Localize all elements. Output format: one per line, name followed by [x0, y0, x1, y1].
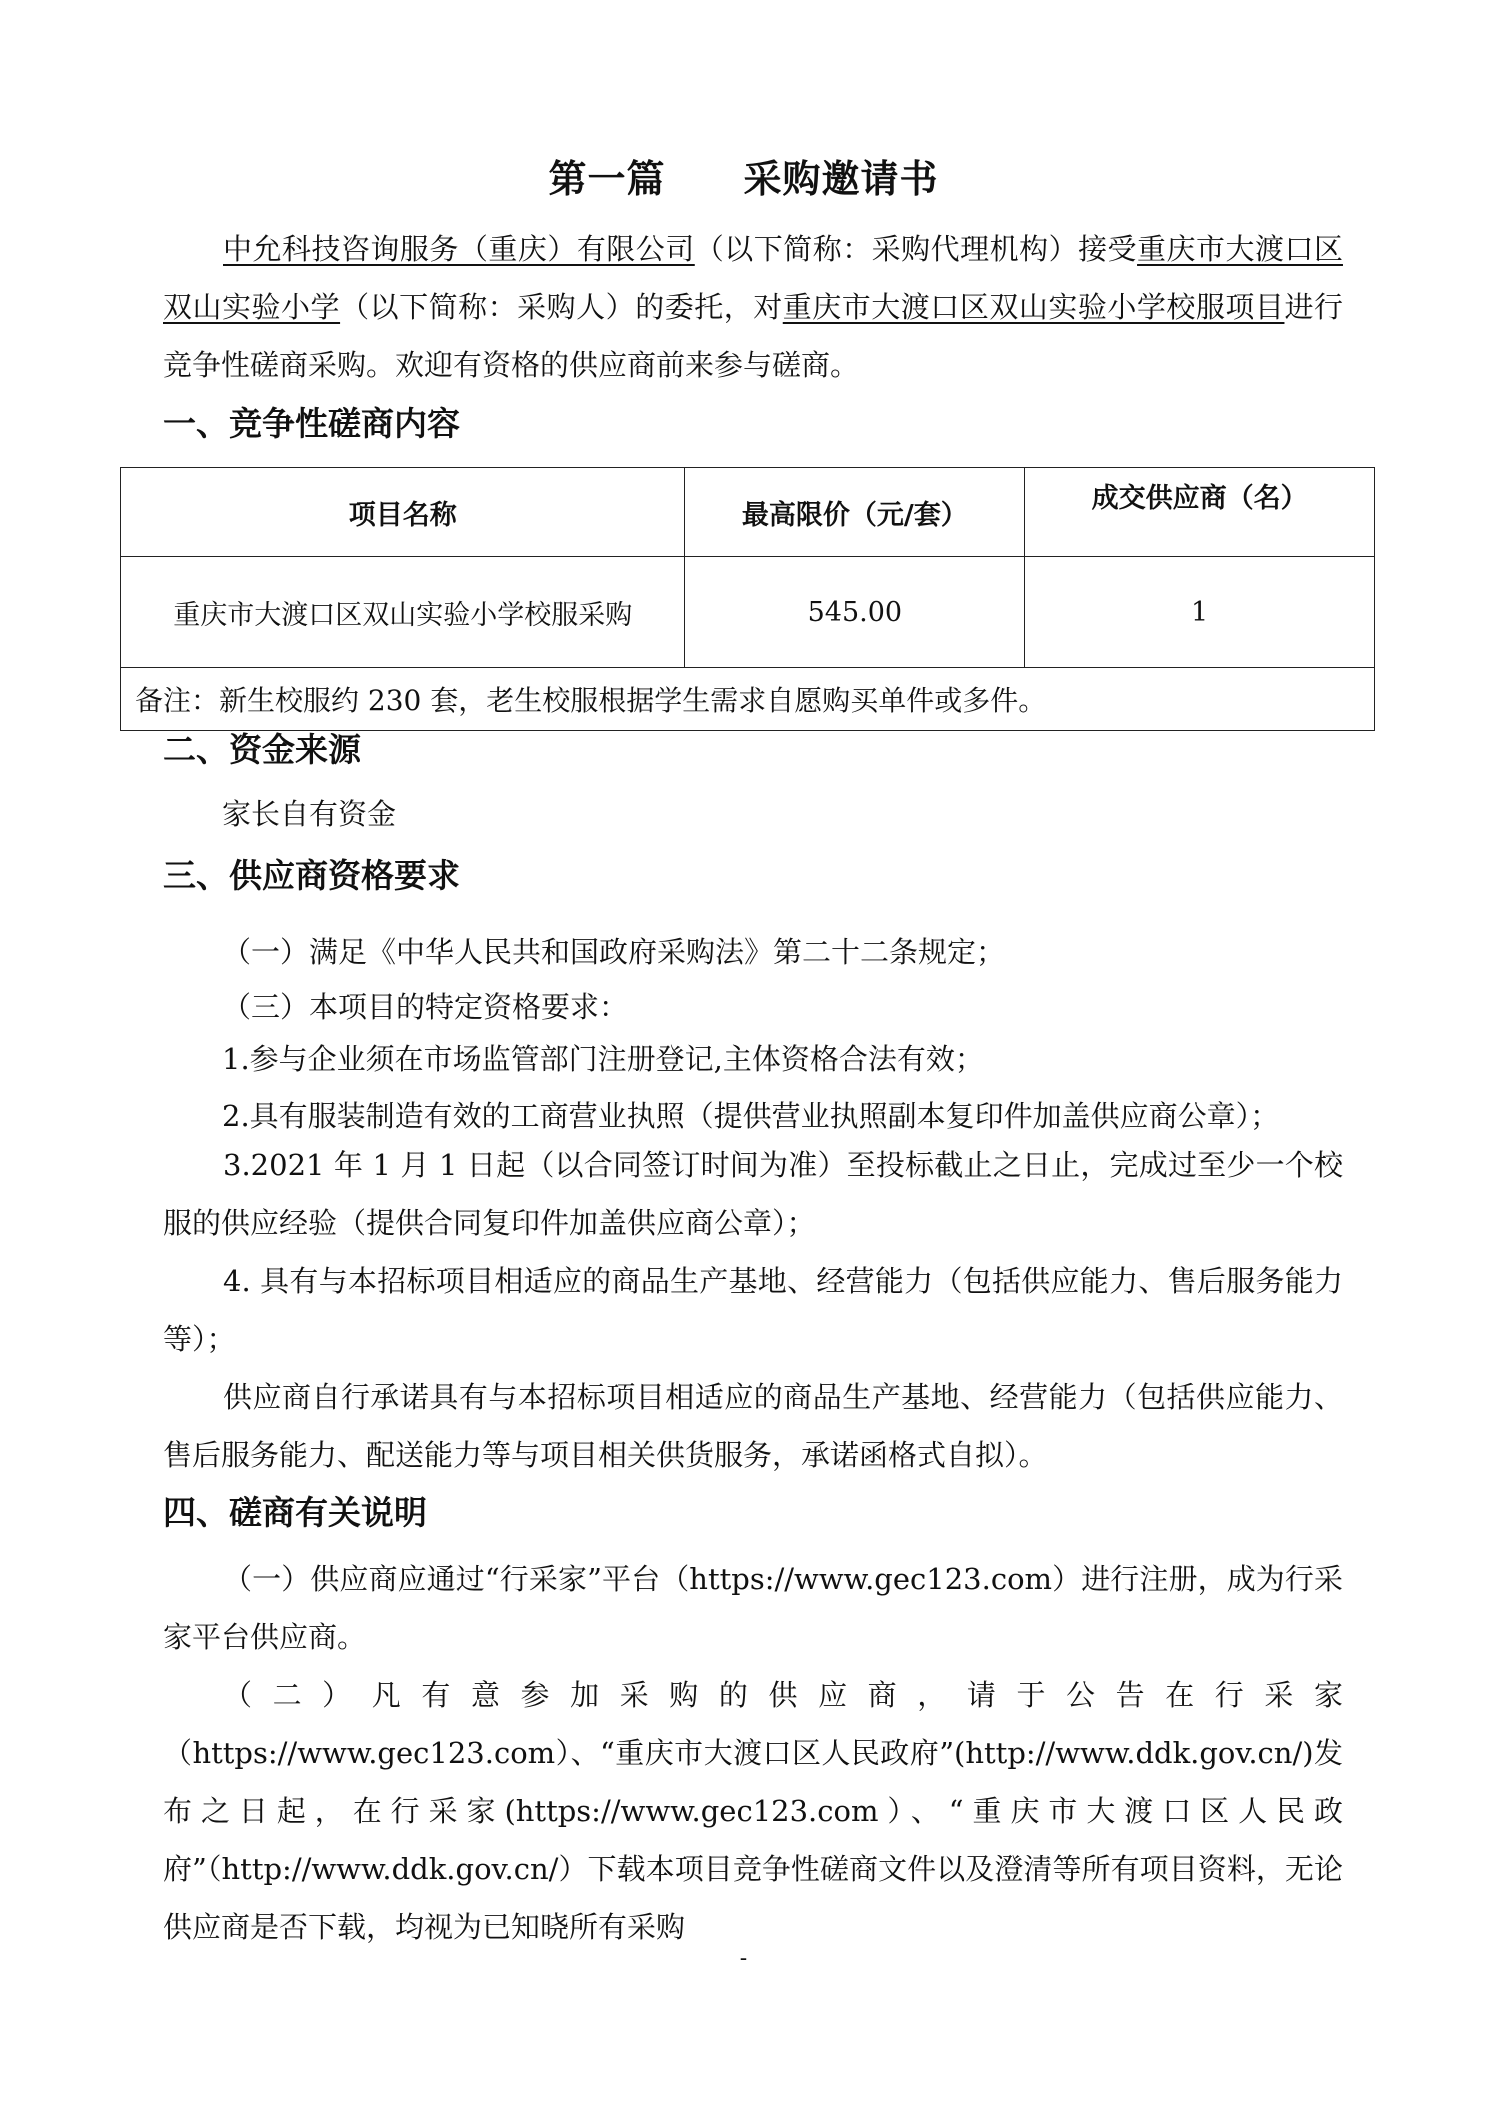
table-cell: 1: [1025, 557, 1375, 668]
table-header: 项目名称: [121, 468, 685, 557]
intro-text-1: （以下简称：采购代理机构）接受: [694, 232, 1138, 266]
table-row: [121, 557, 1375, 668]
section-1-heading: 一、竞争性磋商内容: [163, 404, 460, 443]
section-4-heading: 四、磋商有关说明: [163, 1493, 427, 1532]
requirement-2: 2.具有服装制造有效的工商营业执照（提供营业执照副本复印件加盖供应商公章）；: [222, 1099, 1280, 1133]
section-2-heading: 二、资金来源: [163, 730, 361, 769]
table-header: 最高限价（元/套）: [685, 468, 1025, 557]
table-cell: 重庆市大渡口区双山实验小学校服采购: [121, 557, 685, 668]
page-number: -: [739, 1946, 748, 1971]
requirement-3: 3.2021 年 1 月 1 日起（以合同签订时间为准）至投标截止之日止，完成过至少一个校服的供应经验（提供合同复印件加盖供应商公章）；: [163, 1148, 1343, 1240]
requirement-1: 1.参与企业须在市场监管部门注册登记,主体资格合法有效；: [222, 1042, 984, 1076]
intro-paragraph: [163, 220, 1343, 394]
purchaser-name: 重庆市大渡口区双山实验小学: [163, 232, 1343, 324]
project-name: 重庆市大渡口区双山实验小学校服项目: [782, 290, 1285, 324]
table-note-row: [121, 668, 1375, 731]
note-item-2: （二）凡有意参加采购的供应商，请于公告在行采家（https://www.gec123.com）、“重庆市大渡口区人民政府”(http://www.ddk.gov.cn/)发布之日起，在行采家(https://www.gec123.com）、“重庆市大渡口区人民政府”（http://www.ddk.gov.cn/）下载本项目竞争性磋商文件以及澄清等所有项目资料，无论供应商是否下载，均视为已知晓所有采购: [163, 1678, 1343, 1944]
table-note: 备注：新生校服约 230 套，老生校服根据学生需求自愿购买单件或多件。: [121, 668, 1375, 731]
page-title: 第一篇 采购邀请书: [548, 156, 939, 201]
agent-name: 中允科技咨询服务（重庆）有限公司: [223, 232, 695, 266]
table-cell: 545.00: [685, 557, 1025, 668]
qualification-item-3: （三）本项目的特定资格要求：: [222, 990, 629, 1024]
intro-text-3: 进行竞争性磋商采购。欢迎有资格的供应商前来参与磋商。: [163, 290, 1343, 382]
table-header-row: [121, 468, 1375, 557]
qualification-item-1: （一）满足《中华人民共和国政府采购法》第二十二条规定；: [222, 935, 1006, 969]
requirement-4: 4. 具有与本招标项目相适应的商品生产基地、经营能力（包括供应能力、售后服务能力等）；: [163, 1264, 1343, 1356]
procurement-table: [120, 467, 1375, 731]
intro-text-2: （以下简称：采购人）的委托，对: [340, 290, 783, 324]
supplier-commitment: 供应商自行承诺具有与本招标项目相适应的商品生产基地、经营能力（包括供应能力、售后服务能力、配送能力等与项目相关供货服务，承诺函格式自拟）。: [163, 1380, 1343, 1472]
note-item-1: （一）供应商应通过“行采家”平台（https://www.gec123.com）进行注册，成为行采家平台供应商。: [163, 1562, 1343, 1654]
section-3-heading: 三、供应商资格要求: [163, 856, 460, 895]
table-header: 成交供应商（名）: [1025, 468, 1375, 557]
fund-source-text: 家长自有资金: [222, 797, 397, 831]
